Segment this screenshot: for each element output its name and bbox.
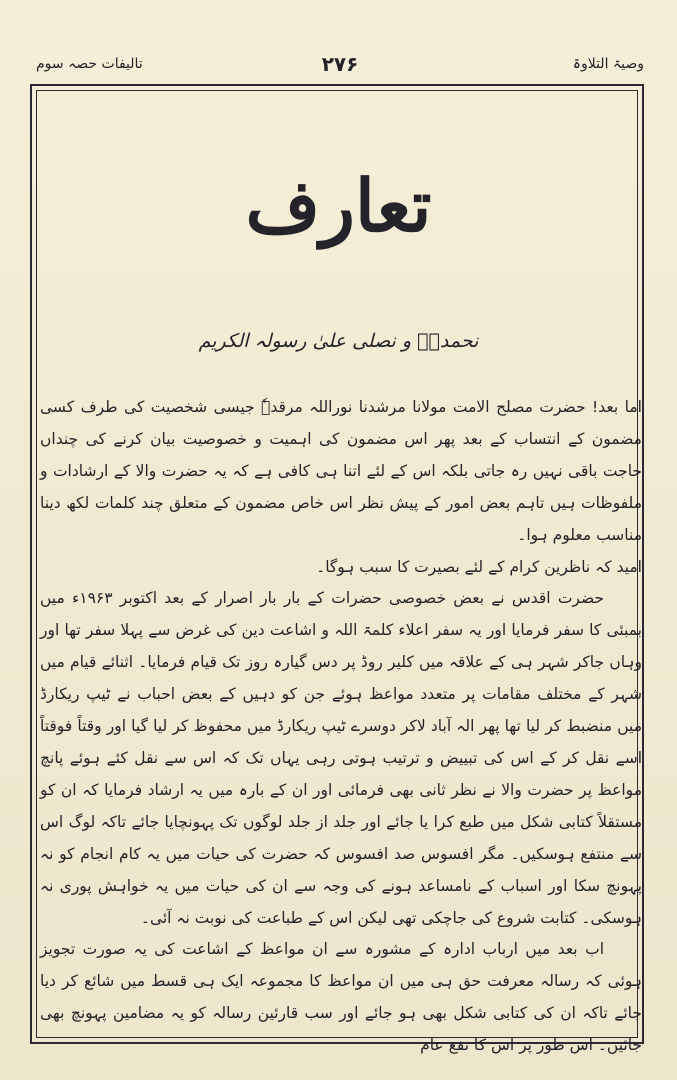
header-book-title: تالیفات حصہ سوم (36, 56, 143, 72)
body-text (40, 392, 642, 1062)
paragraph-publication: اب بعد میں ارباب ادارہ کے مشورہ سے ان مواعظ کے اشاعت کی یہ صورت تجویز ہوئی کہ رسالہ معرفت حق ہی میں ان مواعظ کا مجموعہ ایک ہی قسط میں شائع کر دیا جائے تاکہ ان کی کتابی شکل بھی ہو جائے اور سب قارئین رسالہ کو یہ مضامین پہونچ بھی جائیں۔ اس طور پر اس کا نفع عام (40, 940, 642, 1055)
page-number: ۲۷۶ (321, 52, 359, 76)
header-section-title: وصیۃ التلاوۃ (572, 56, 644, 72)
running-head (36, 52, 644, 80)
page-title: تعارف (245, 163, 432, 248)
paragraph-hope: امید کہ ناظرین کرام کے لئے بصیرت کا سبب ہوگا۔ (316, 557, 642, 576)
invocation-line: نحمدہٗ و نصلی علیٰ رسولہ الکریم (198, 330, 479, 352)
paragraph-intro: اما بعد! حضرت مصلح الامت مولانا مرشدنا نوراللہ مرقدہٗ جیسی شخصیت کی طرف کسی مضمون کے انتساب کے بعد پھر اس مضمون کی اہمیت و خصوصیت بیان کرنے کی چنداں حاجت باقی نہیں رہ جاتی بلکہ اس کے لئے اتنا ہی کافی ہے کہ یہ حضرت والا کے ارشادات و ملفوظات ہیں تاہم بعض امور کے پیش نظر اس خاص مضمون کے متعلق چند کلمات لکھ دینا مناسب معلوم ہوا۔ (40, 398, 642, 544)
paragraph-journey: حضرت اقدس نے بعض خصوصی حضرات کے بار بار اصرار کے بعد اکتوبر ۱۹۶۳ء میں بمبئی کا سفر فرمایا اور یہ سفر اعلاء کلمۃ اللہ و اشاعت دین کی غرض سے پہلا سفر تھا اور وہاں جاکر شہر ہی کے علاقہ میں کلیر روڈ پر دس گیارہ روز تک قیام فرمایا۔ اثنائے قیام میں شہر کے مختلف مقامات پر متعدد مواعظ ہوئے جن کو دہیں کے بعض احباب نے ٹیپ ریکارڈ میں منضبط کر لیا تھا پھر الہ آباد لاکر دوسرے ٹیپ ریکارڈ میں محفوظ کر لیا گیا اور وقتاً فوقتاً اسے نقل کر کے اس کی تبییض و ترتیب ہوتی رہی یہاں تک کہ اس سے نقل کئے ہوئے پانچ مواعظ پر حضرت والا نے نظر ثانی بھی فرمائی اور ان کے بارہ میں یہ ارشاد فرمایا کہ ان کو مستقلاً کتابی شکل میں طبع کرا یا جائے اور جلد از جلد لوگوں تک پہونچایا جائے تاکہ لوگ اس سے منتفع ہوسکیں۔ مگر افسوس صد افسوس کہ حضرت کی حیات میں یہ کام انجام کو نہ پہونچ سکا اور اسباب کے نامساعد ہونے کی وجہ سے ان کی حیات میں یہ خواہش پوری نہ ہوسکی۔ کتابت شروع کی جاچکی تھی لیکن اس کے طباعت کی نوبت نہ آئی۔ (40, 589, 642, 927)
